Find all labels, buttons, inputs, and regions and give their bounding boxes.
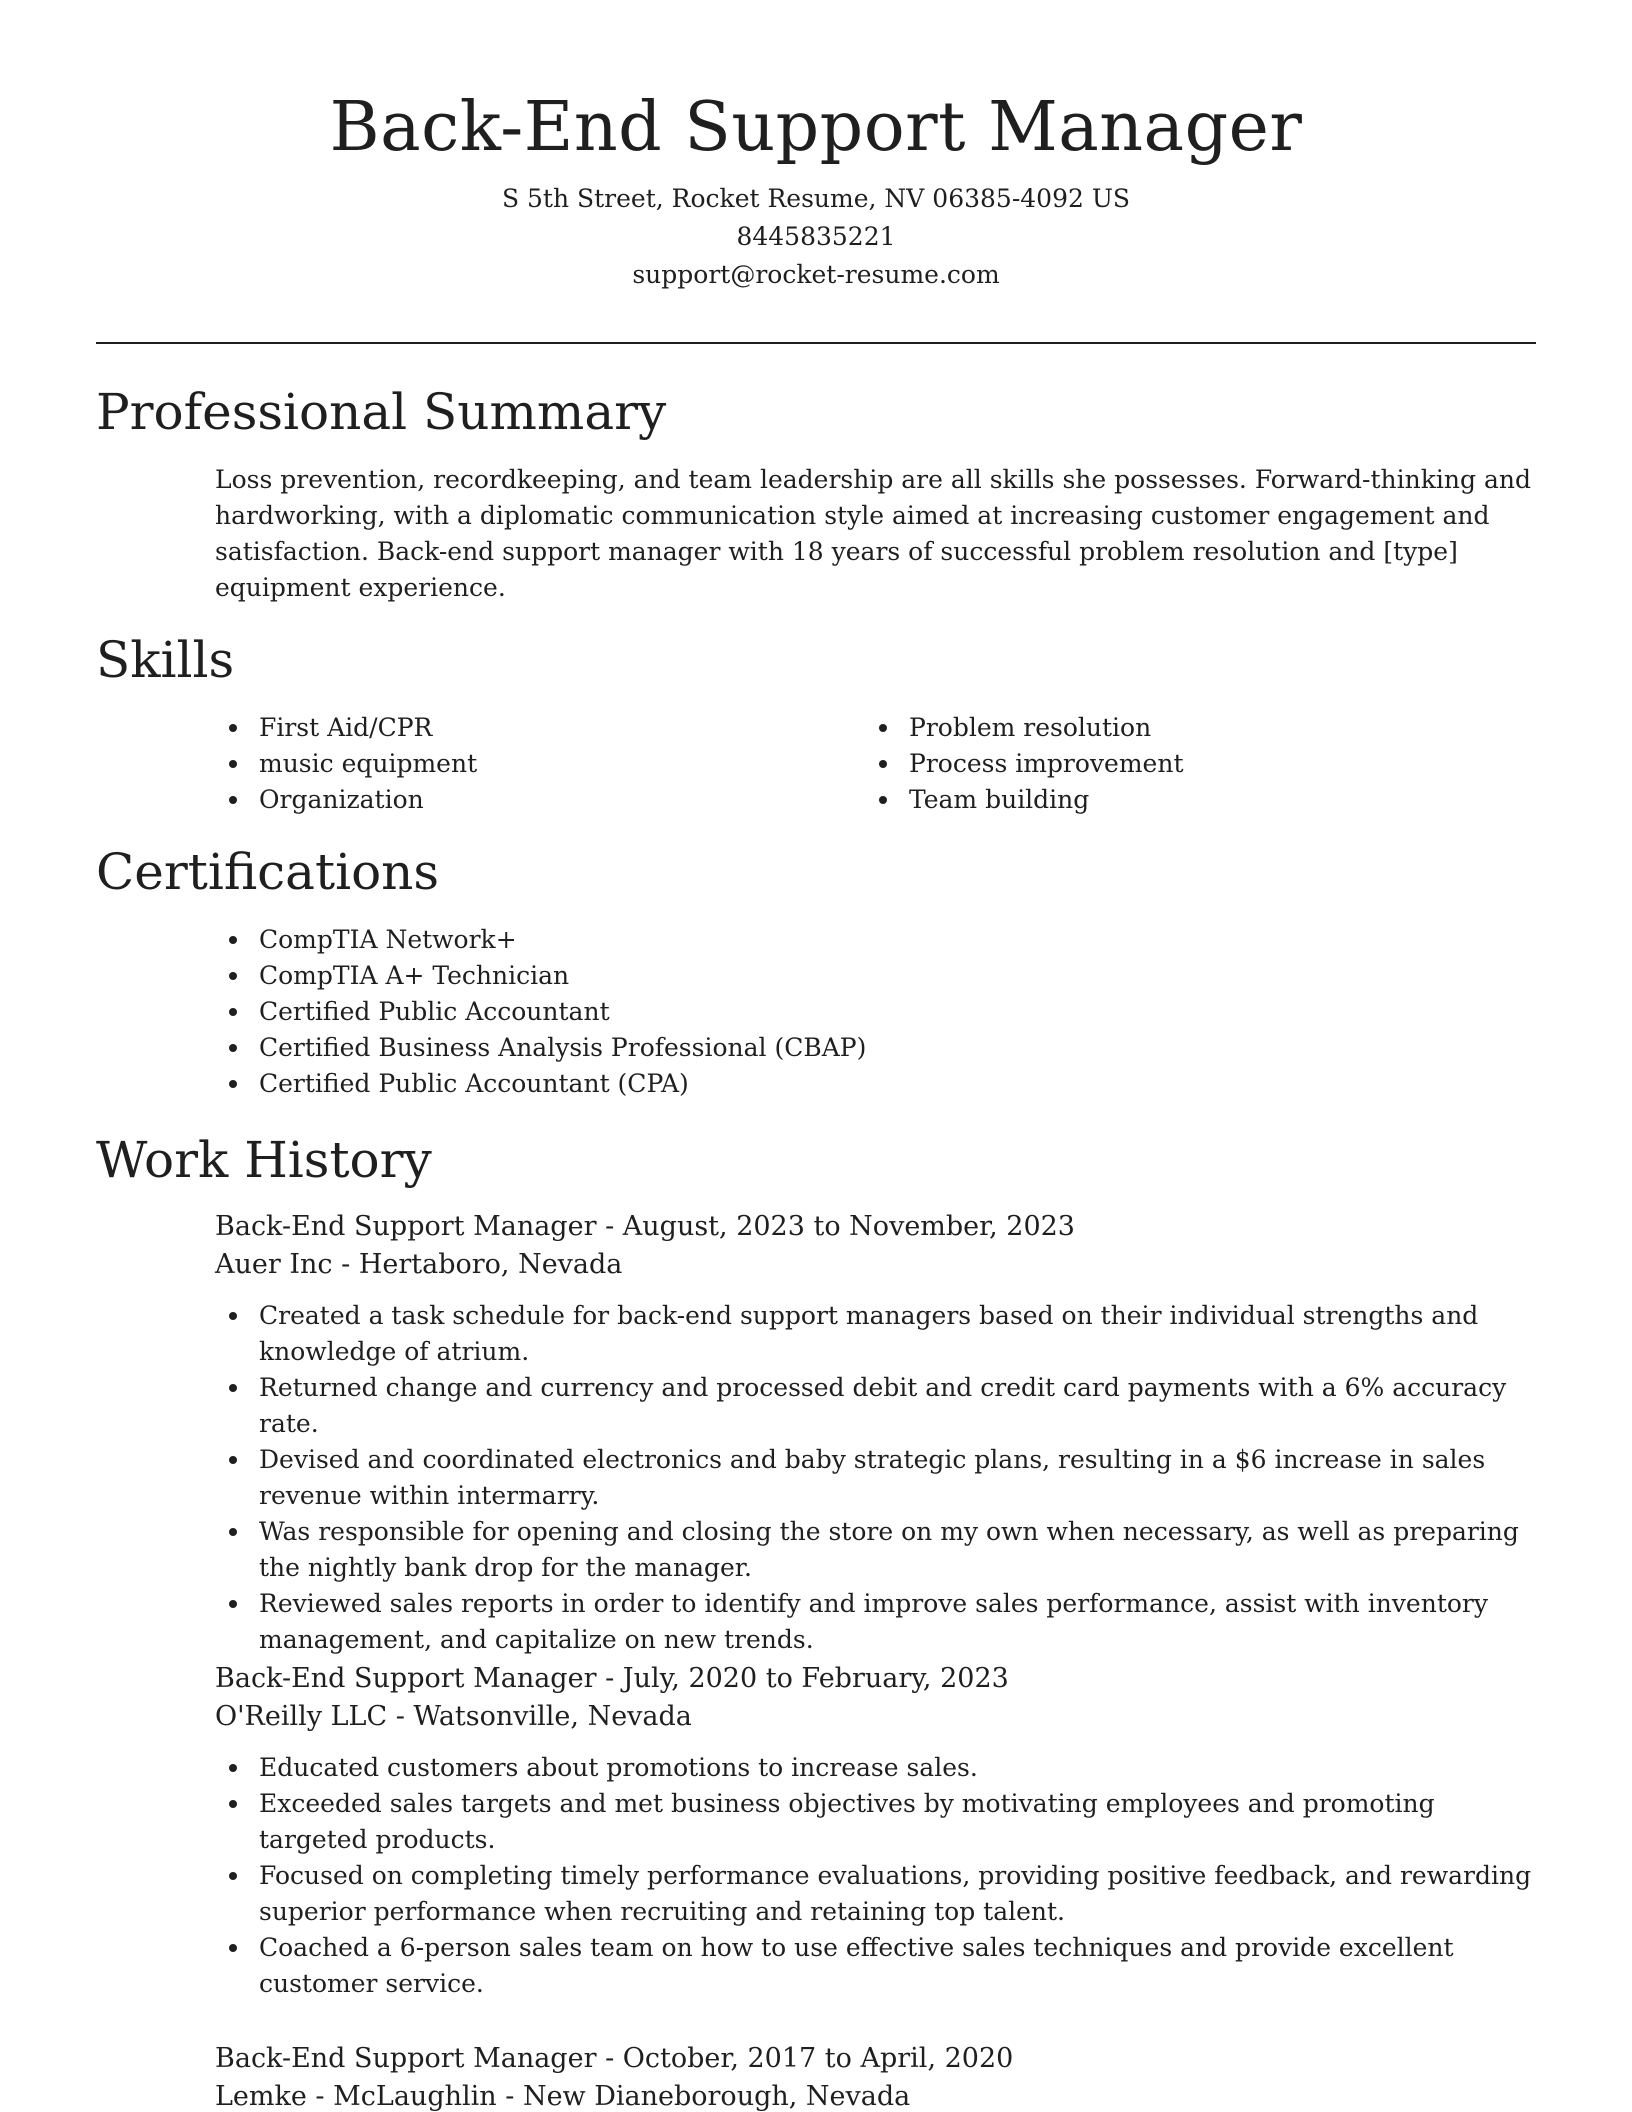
job-duties	[215, 1298, 1535, 1658]
header-divider	[96, 342, 1536, 344]
resume-header	[96, 80, 1536, 294]
candidate-name: Back-End Support Manager	[329, 88, 1303, 167]
job-duties	[215, 1750, 1535, 2002]
summary-text: Loss prevention, recordkeeping, and team leadership are all skills she possesses. Forward-thinking and hardworking, with a diplomatic communication style aimed at increasing customer engagement and satisfaction. Back-end support manager with 18 years of successful problem resolution and [type] equipment experience.	[215, 465, 1531, 602]
skill-item: music equipment	[215, 746, 835, 782]
duty-item: Exceeded sales targets and met business objectives by motivating employees and promoting targeted products.	[215, 1786, 1535, 1858]
skill-item: Process improvement	[865, 746, 1485, 782]
job-entry	[215, 1208, 1535, 1658]
duty-item: Educated customers about promotions to increase sales.	[215, 1750, 1535, 1786]
job-company-location: O'Reilly LLC - Watsonville, Nevada	[215, 1701, 692, 1732]
duty-item: Reviewed sales reports in order to identify and improve sales performance, assist with inventory management, and capitalize on new trends.	[215, 1586, 1535, 1658]
job-company-location: Auer Inc - Hertaboro, Nevada	[215, 1249, 623, 1280]
duty-item: Devised and coordinated electronics and baby strategic plans, resulting in a $6 increase in sales revenue within intermarry.	[215, 1442, 1535, 1514]
duty-item: Created a task schedule for back-end support managers based on their individual strengths and knowledge of atrium.	[215, 1298, 1535, 1370]
certification-item: Certified Public Accountant	[215, 994, 1535, 1030]
address: S 5th Street, Rocket Resume, NV 06385-4092 US	[501, 184, 1131, 213]
skill-item: First Aid/CPR	[215, 710, 835, 746]
certification-item: CompTIA Network+	[215, 922, 1535, 958]
certifications-list	[215, 922, 1535, 1102]
email: support@rocket-resume.com	[632, 260, 1000, 289]
skills-list-right	[865, 710, 1485, 818]
skill-item: Team building	[865, 782, 1485, 818]
skill-item: Organization	[215, 782, 835, 818]
job-entry	[215, 2040, 1535, 2112]
summary-heading: Professional Summary	[96, 383, 667, 441]
job-entry	[215, 1660, 1535, 2002]
job-title-dates: Back-End Support Manager - October, 2017 to April, 2020	[215, 2043, 1014, 2074]
certification-item: Certified Public Accountant (CPA)	[215, 1066, 1535, 1102]
job-title-dates: Back-End Support Manager - August, 2023 to November, 2023	[215, 1211, 1075, 1242]
duty-item: Focused on completing timely performance evaluations, providing positive feedback, and rewarding superior performance when recruiting and retaining top talent.	[215, 1858, 1535, 1930]
certification-item: Certified Business Analysis Professional (CBAP)	[215, 1030, 1535, 1066]
certification-item: CompTIA A+ Technician	[215, 958, 1535, 994]
skill-item: Problem resolution	[865, 710, 1485, 746]
duty-item: Was responsible for opening and closing the store on my own when necessary, as well as preparing the nightly bank drop for the manager.	[215, 1514, 1535, 1586]
job-company-location: Lemke - McLaughlin - New Dianeborough, Nevada	[215, 2081, 911, 2112]
phone: 8445835221	[736, 222, 896, 251]
duty-item: Coached a 6-person sales team on how to use effective sales techniques and provide excellent customer service.	[215, 1930, 1535, 2002]
duty-item: Returned change and currency and processed debit and credit card payments with a 6% accuracy rate.	[215, 1370, 1535, 1442]
job-title-dates: Back-End Support Manager - July, 2020 to February, 2023	[215, 1663, 1009, 1694]
certifications-heading: Certifications	[96, 843, 440, 901]
contact-info	[96, 180, 1536, 294]
skills-list-left	[215, 710, 835, 818]
skills-heading: Skills	[96, 631, 235, 689]
work-history-heading: Work History	[96, 1131, 432, 1189]
